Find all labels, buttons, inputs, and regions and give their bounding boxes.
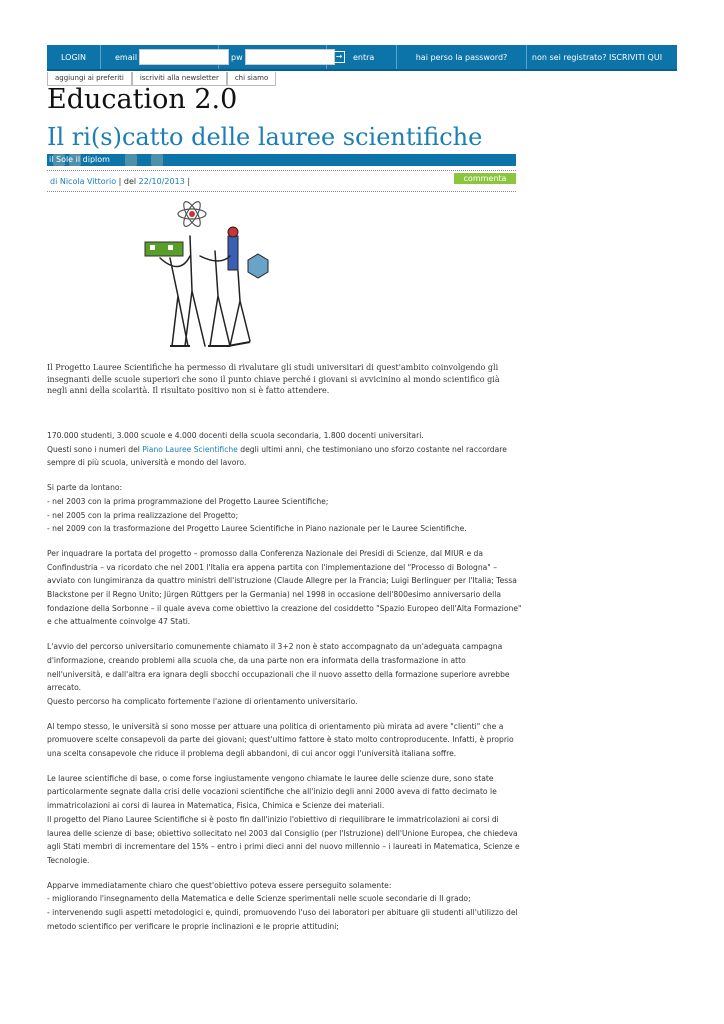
byline-sep: | del — [118, 177, 137, 186]
p2-line-1: - nel 2003 con la prima programmazione del Progetto Lauree Scientifiche; — [47, 496, 329, 506]
article-illustration — [130, 196, 280, 356]
site-title[interactable]: Education 2.0 — [47, 84, 238, 115]
enter-label: entra — [353, 52, 375, 62]
share-text: il Sole il diplom — [49, 155, 110, 164]
login-label: LOGIN — [47, 45, 101, 69]
paragraph-orientation: Al tempo stesso, le università si sono mosse per attuare una politica di orientamento più mirata ad avere "clienti" che a promuovere scelte consapevoli da parte dei giovani; quest'ultimo fattore è stato molto controproducente. Infatti, è proprio una scelta consapevole che riduce il problema degli abbandoni, di cui ancor oggi l'università italiana soffre. — [47, 721, 514, 759]
paragraph-bologna: Per inquadrare la portata del progetto – promosso dalla Conferenza Nazionale dei Presidi di Scienze, dal MIUR e da Confindustria – va ricordato che nel 2001 l'Italia era appena partita con l'implementazione del "Processo di Bologna" – avviato con lungimiranza da quattro ministri dell'istruzione (Claude Allegre per la Francia; Luigi Berlinguer per l'Italia; Tessa Blackstone per il Regno Unito; Jürgen Rüttgers per la Germania) nel 1998 in occasione dell'800esimo anniversario della fondazione della Sorbonne – il quale aveva come obiettivo la creazione del cosiddetto "Spazio Europeo dell'Alta Formazione" e che attualmente coinvolge 47 Stati. — [47, 548, 522, 627]
about-link[interactable]: chi siamo — [227, 72, 276, 86]
paragraph-3plus2 — [47, 640, 522, 709]
article-body — [47, 429, 522, 945]
email-group — [101, 45, 219, 69]
byline-sep-end: | — [187, 177, 191, 186]
byline-text — [50, 177, 190, 186]
p2-line-2: - nel 2005 con la prima realizzazione del Progetto; — [47, 510, 239, 520]
paragraph-numbers — [47, 429, 522, 470]
p4-a: L'avvio del percorso universitario comunemente chiamato il 3+2 non è stato accompagnato da un'adeguata campagna d'informazione, creando problemi alla scuola che, da una parte non era informata della trasformazione in atto nell'università, e dall'altra era ignara degli sbocchi occupazionali che il nuovo assetto della formazione superiore avrebbe arrecato. — [47, 642, 510, 693]
pw-label: pw — [231, 52, 243, 62]
article-intro: Il Progetto Lauree Scientifiche ha permesso di rivalutare gli studi universitari di quest'ambito coinvolgendo gli insegnanti delle scuole superiori che sono il punto chiave perché i giovani si avvicinino al mondo scientifico già negli anni della scolarità. Il risultato positivo non si è fatto attendere. — [47, 363, 500, 395]
paragraph-objectives — [47, 879, 522, 934]
password-input[interactable] — [245, 49, 335, 65]
share-bar — [47, 154, 516, 166]
p1-post: degli ultimi anni, che testimoniano uno sforzo costante nel raccordare sempre di più scuola, università e mondo del lavoro. — [47, 444, 507, 468]
twitter-icon[interactable] — [125, 154, 137, 166]
pls-link[interactable]: Piano Lauree Scientifiche — [142, 444, 238, 454]
date-link[interactable]: 22/10/2013 — [138, 177, 185, 186]
paragraph-lauree — [47, 772, 522, 868]
p7-line-1: - migliorando l'insegnamento della Matematica e delle Scienze sperimentali nelle scuole secondarie di II grado; — [47, 894, 471, 904]
comment-button[interactable]: commenta — [454, 173, 516, 184]
p2-line-0: Si parte da lontano: — [47, 483, 123, 493]
enter-button[interactable] — [327, 45, 397, 69]
password-group — [219, 45, 327, 69]
p4-b: Questo percorso ha complicato fortemente l'azione di orientamento universitario. — [47, 696, 358, 706]
newsletter-link[interactable]: iscriviti alla newsletter — [132, 72, 227, 86]
p1-line1: 170.000 studenti, 3.000 scuole e 4.000 docenti della scuola secondaria, 1.800 docenti universitari. — [47, 431, 424, 440]
author-link[interactable]: di Nicola Vittorio — [50, 177, 117, 186]
p6-a: Le lauree scientifiche di base, o come forse ingiustamente vengono chiamate le lauree delle scienze dure, sono state particolarmente segnate dalla crisi delle vocazioni scientifiche che all'inizio degli anni 2000 aveva di fatto decimato le immatricolazioni ai corsi di laurea in Matematica, Fisica, Chimica e Scienze dei materiali. — [47, 773, 497, 811]
p7-line-2: - intervenendo sugli aspetti metodologici e, quindi, promuovendo l'uso dei laboratori per abituare gli studenti all'utilizzo del metodo scientifico per verificare le proprie inclinazioni e le proprie attitudini; — [47, 908, 518, 931]
p1-pre: Questi sono i numeri del — [47, 444, 143, 454]
article-title: Il ri(s)catto delle lauree scientifiche — [47, 123, 483, 151]
paragraph-timeline — [47, 481, 522, 536]
top-login-bar — [47, 45, 677, 71]
p7-line-0: Apparve immediatamente chiaro che quest'obiettivo poteva essere perseguito solamente: — [47, 880, 392, 890]
rss-icon[interactable] — [151, 154, 163, 166]
register-link[interactable]: non sei registrato? ISCRIVITI QUI — [531, 52, 663, 62]
add-favorites-link[interactable]: aggiungi ai preferiti — [47, 72, 132, 86]
login-arrow-icon: → — [333, 51, 345, 63]
p6-b: Il progetto del Piano Lauree Scientifiche si è posto fin dall'inizio l'obiettivo di riequilibrare le immatricolazioni ai corsi di laurea delle scienze di base; obiettivo sollecitato nel 2003 dal Consiglio (per l'Istruzione) dell'Unione Europea, che chiedeva agli Stati membri di incrementare del 15% – entro i primi dieci anni del nuovo millennio – i laureati in Matematica, Scienze e Tecnologie. — [47, 814, 520, 865]
email-label: email — [115, 52, 138, 62]
byline — [47, 170, 516, 192]
lost-password-link[interactable]: hai perso la password? — [397, 45, 527, 69]
email-input[interactable] — [139, 49, 229, 65]
p2-line-3: - nel 2009 con la trasformazione del Progetto Lauree Scientifiche in Piano nazionale per le Lauree Scientifiche. — [47, 524, 467, 534]
